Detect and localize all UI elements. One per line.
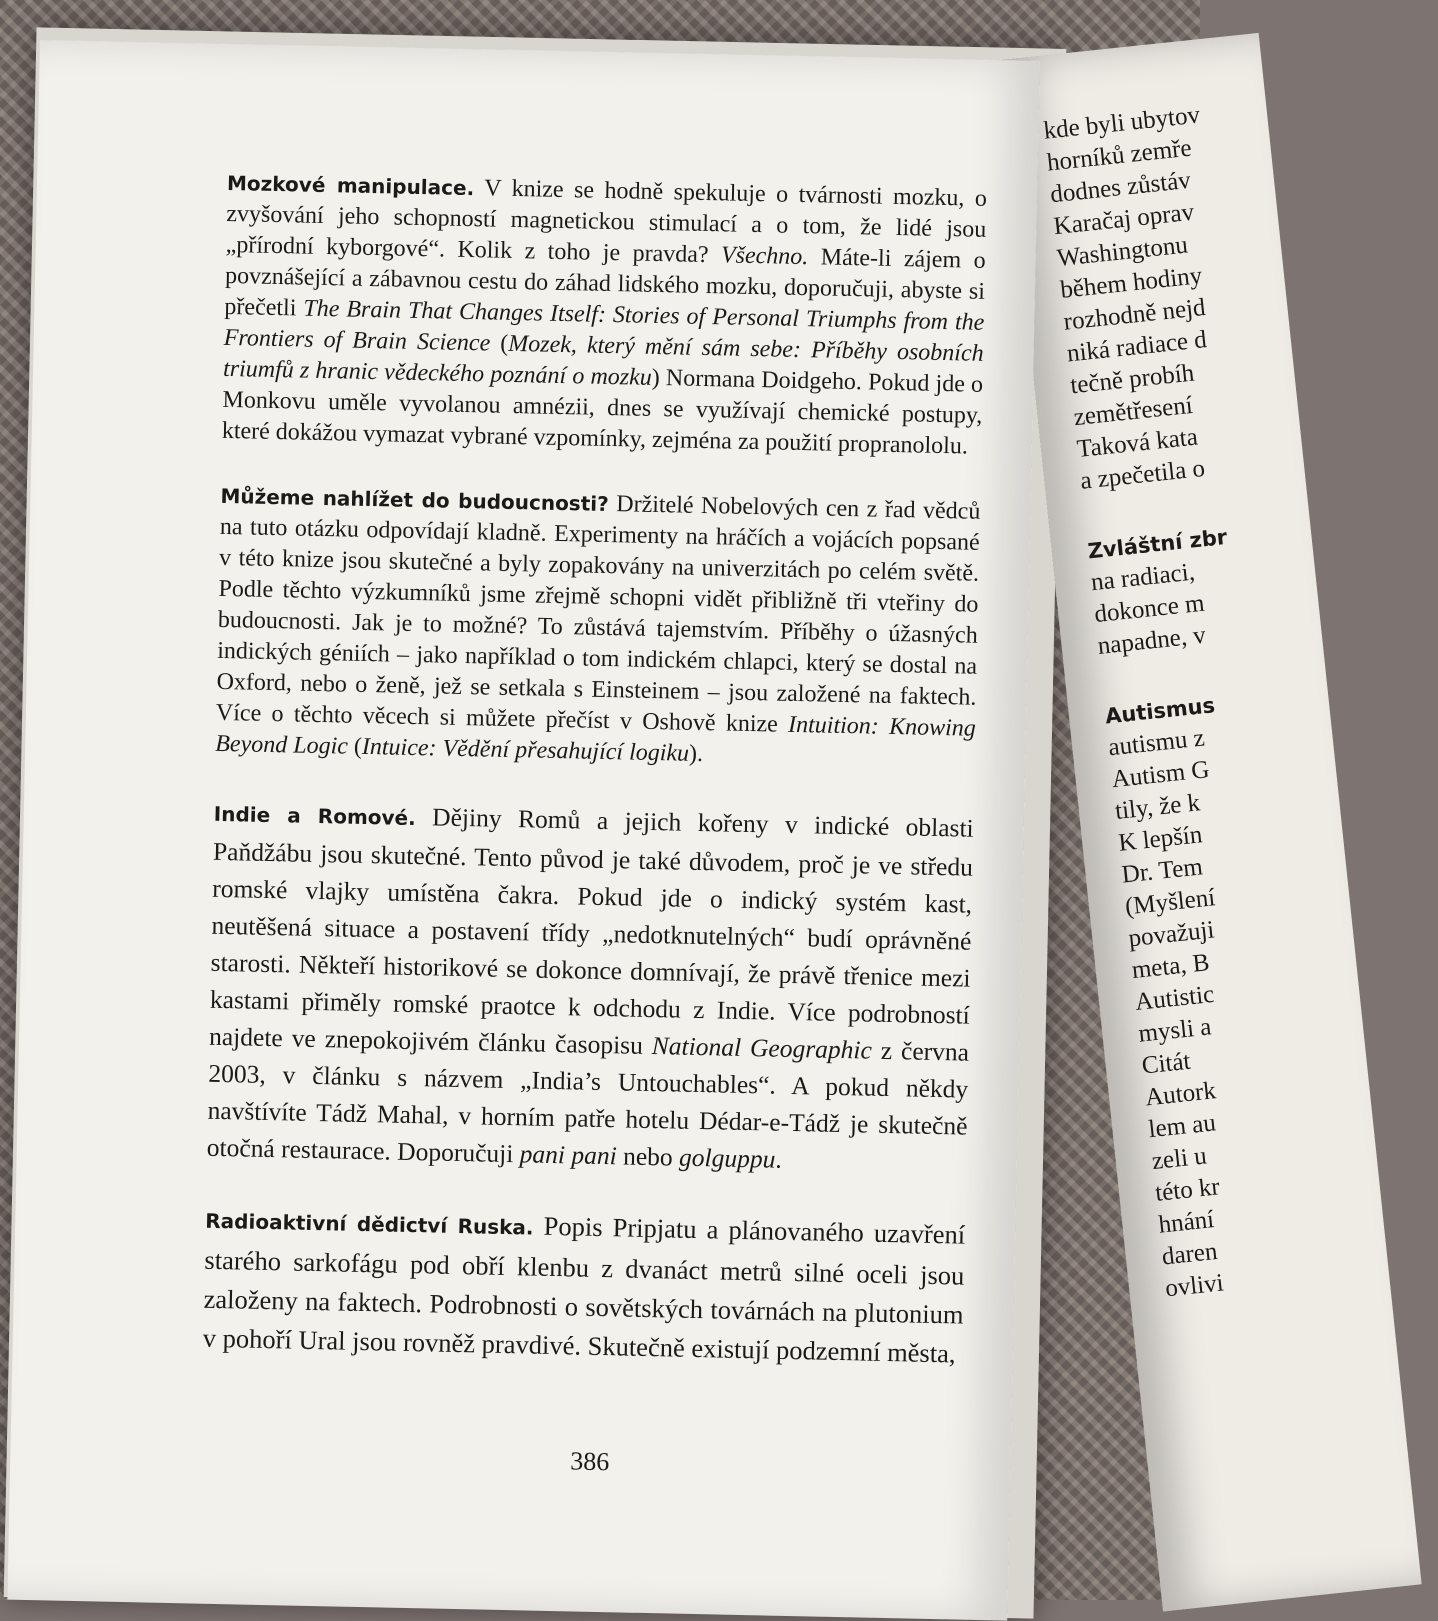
section-text: nebo	[616, 1141, 680, 1172]
right-page-line: během hodiny	[1059, 262, 1204, 304]
right-page-line: Autork	[1143, 1077, 1218, 1112]
right-page-line: Dr. Tem	[1120, 853, 1204, 889]
right-page-line: mysli a	[1137, 1013, 1213, 1048]
right-page-heading: Zvláštní zbr	[1086, 524, 1229, 564]
right-page-line: daren	[1160, 1237, 1219, 1271]
section-text: ) Normana Doidgeho. Pokud jde o Monkovu uměle vyvolanou amnézii, dnes se využívají chemické postupy, které dokážou vymazat vybrané vzpomínky, zejména za použití propranololu.	[221, 364, 984, 460]
right-page-line: Citát	[1140, 1047, 1192, 1080]
section-text: Dějiny Romů a jejich kořeny v indické oblasti Paňdžábu jsou skutečné. Tento původ je také důvodem, proč je ve středu romské vlajky umístěna čakra. Pokud jde o indický systém kast, neutěšená situace a postavení třídy „nedotknutelných“ budí oprávněné starosti. Někteří historikové se dokonce domnívají, že právě třenice mezi kastami přiměly romské praotce k odchodu z Indie. Více podrobností najdete ve znepokojivém článku časopisu	[208, 802, 975, 1061]
right-page-line: autismu z	[1107, 724, 1206, 762]
section-text: .	[775, 1144, 783, 1174]
right-page-line: rozhodně nejd	[1062, 293, 1207, 336]
section-heading: Mozkové manipulace.	[226, 170, 475, 201]
right-page-line: dokonce m	[1093, 589, 1206, 629]
right-page-line: kde byli ubytov	[1042, 101, 1202, 145]
right-page-line: na radiaci,	[1089, 558, 1197, 597]
section-heading: Můžeme nahlížet do budoucnosti?	[220, 483, 610, 517]
section-text: Držitelé Nobelových cen z řad vědců na tuto otázku odpovídají kladně. Experimenty na hráčích a vojácích popsané v této knize jsou skutečné a byly zopakovány na univerzitách po celém světě. Podle těchto výzkumníků jsme zřejmě schopni vidět přibližně tři vteřiny do budoucnosti. Jak je to možné? To zůstává tajemstvím. Příběhy o úžasných indických géniích – jako například o tom indickém chlapci, který se dostal na Oxford, nebo o ženě, jež se setkala s Einsteinem – jsou založené na faktech. Více o těchto věcech si můžete přečíst v Oshově knize	[215, 491, 981, 738]
right-page-line: K lepšín	[1117, 821, 1204, 857]
right-page-line: Karačaj oprav	[1052, 198, 1196, 241]
right-page-line: a zpečetila o	[1079, 454, 1207, 495]
right-page-line: lem au	[1147, 1109, 1218, 1144]
right-page-line: považuji	[1127, 916, 1216, 953]
right-page-line: (Myšlení	[1123, 884, 1217, 921]
section-future	[215, 481, 981, 776]
right-page-line: Taková kata	[1075, 423, 1200, 463]
section-heading: Radioaktivní dědictví Ruska.	[205, 1208, 534, 1240]
right-page-line: ovlivi	[1163, 1269, 1225, 1303]
right-page-heading: Autismus	[1103, 693, 1217, 729]
section-heading: Indie a Romové.	[213, 801, 416, 831]
magazine-title: National Geographic	[651, 1031, 873, 1065]
right-page-line: zeli u	[1150, 1142, 1208, 1176]
section-text: Popis Pripjatu a plánovaného uzavření starého sarkofágu pod obří klenbu z dvanáct metrů silné oceli jsou založeny na faktech. Podrobnosti o sovětských továrnách na plutonium v pohoří Ural jsou rovněž pravdivé. Skutečně existují podzemní města,	[202, 1210, 966, 1369]
book-title-translation: Intuice: Vědění přesahující logiku	[361, 733, 690, 767]
right-page-line: Autism G	[1110, 756, 1211, 794]
section-brain-manipulation	[222, 168, 988, 463]
right-page-line: tily, že k	[1113, 789, 1202, 826]
right-page-line: hnání	[1157, 1206, 1216, 1239]
section-india-roma	[206, 794, 974, 1182]
right-page-line: meta, B	[1130, 949, 1211, 985]
left-page	[7, 40, 1039, 1621]
section-text: Máte-li zájem o povznášející a zábavnou cestu do záhad lidského mozku, doporučuji, abyste si přečetli	[224, 244, 986, 322]
right-page-line: napadne, v	[1096, 621, 1207, 660]
book-title: The Brain That Changes Itself: Stories of Personal Triumphs from the Frontiers of Brain Science	[223, 295, 985, 357]
right-page-line: horníků zemře	[1045, 134, 1193, 177]
section-text: ).	[688, 740, 704, 768]
section-text: z června 2003, v článku s názvem „India’s Untouchables“. A pokud někdy navštívíte Tádž Mahal, v horním patře hotelu Dédar-e-Tádž je skutečně otočná restaurace. Doporučuji	[206, 1035, 970, 1169]
italic-text: golguppu	[678, 1142, 776, 1174]
right-page-line: tečně probíh	[1069, 359, 1196, 400]
section-russia-radioactive	[202, 1200, 965, 1374]
right-page-line: Autistic	[1133, 980, 1216, 1016]
italic-text: pani pani	[519, 1139, 618, 1171]
book-title-translation: Mozek, který mění sám sebe: Příběhy osobních triumfů z hranic vědeckého poznání o mozku	[222, 330, 984, 391]
section-text: V knize se hodně spekuluje o tvárnosti mozku, o zvyšování jeho schopností magnetickou stimulací a o tom, že lidé jsou „přírodní kyborgové“. Kolik z toho je pravda?	[225, 175, 988, 269]
italic-text: Všechno.	[720, 242, 809, 271]
page-body	[202, 144, 988, 1408]
right-page-line: této kr	[1153, 1173, 1221, 1207]
book-title: Intuition: Knowing Beyond Logic	[215, 711, 977, 760]
section-text: (	[489, 330, 509, 357]
right-page-line: zemětřesení	[1072, 391, 1194, 432]
right-page-line: Washingtonu	[1055, 231, 1190, 273]
right-page-line: dodnes zůstáv	[1048, 166, 1192, 209]
page-number: 386	[570, 1446, 610, 1477]
right-page-line: niká radiace d	[1065, 326, 1208, 368]
section-text: (	[347, 733, 363, 760]
